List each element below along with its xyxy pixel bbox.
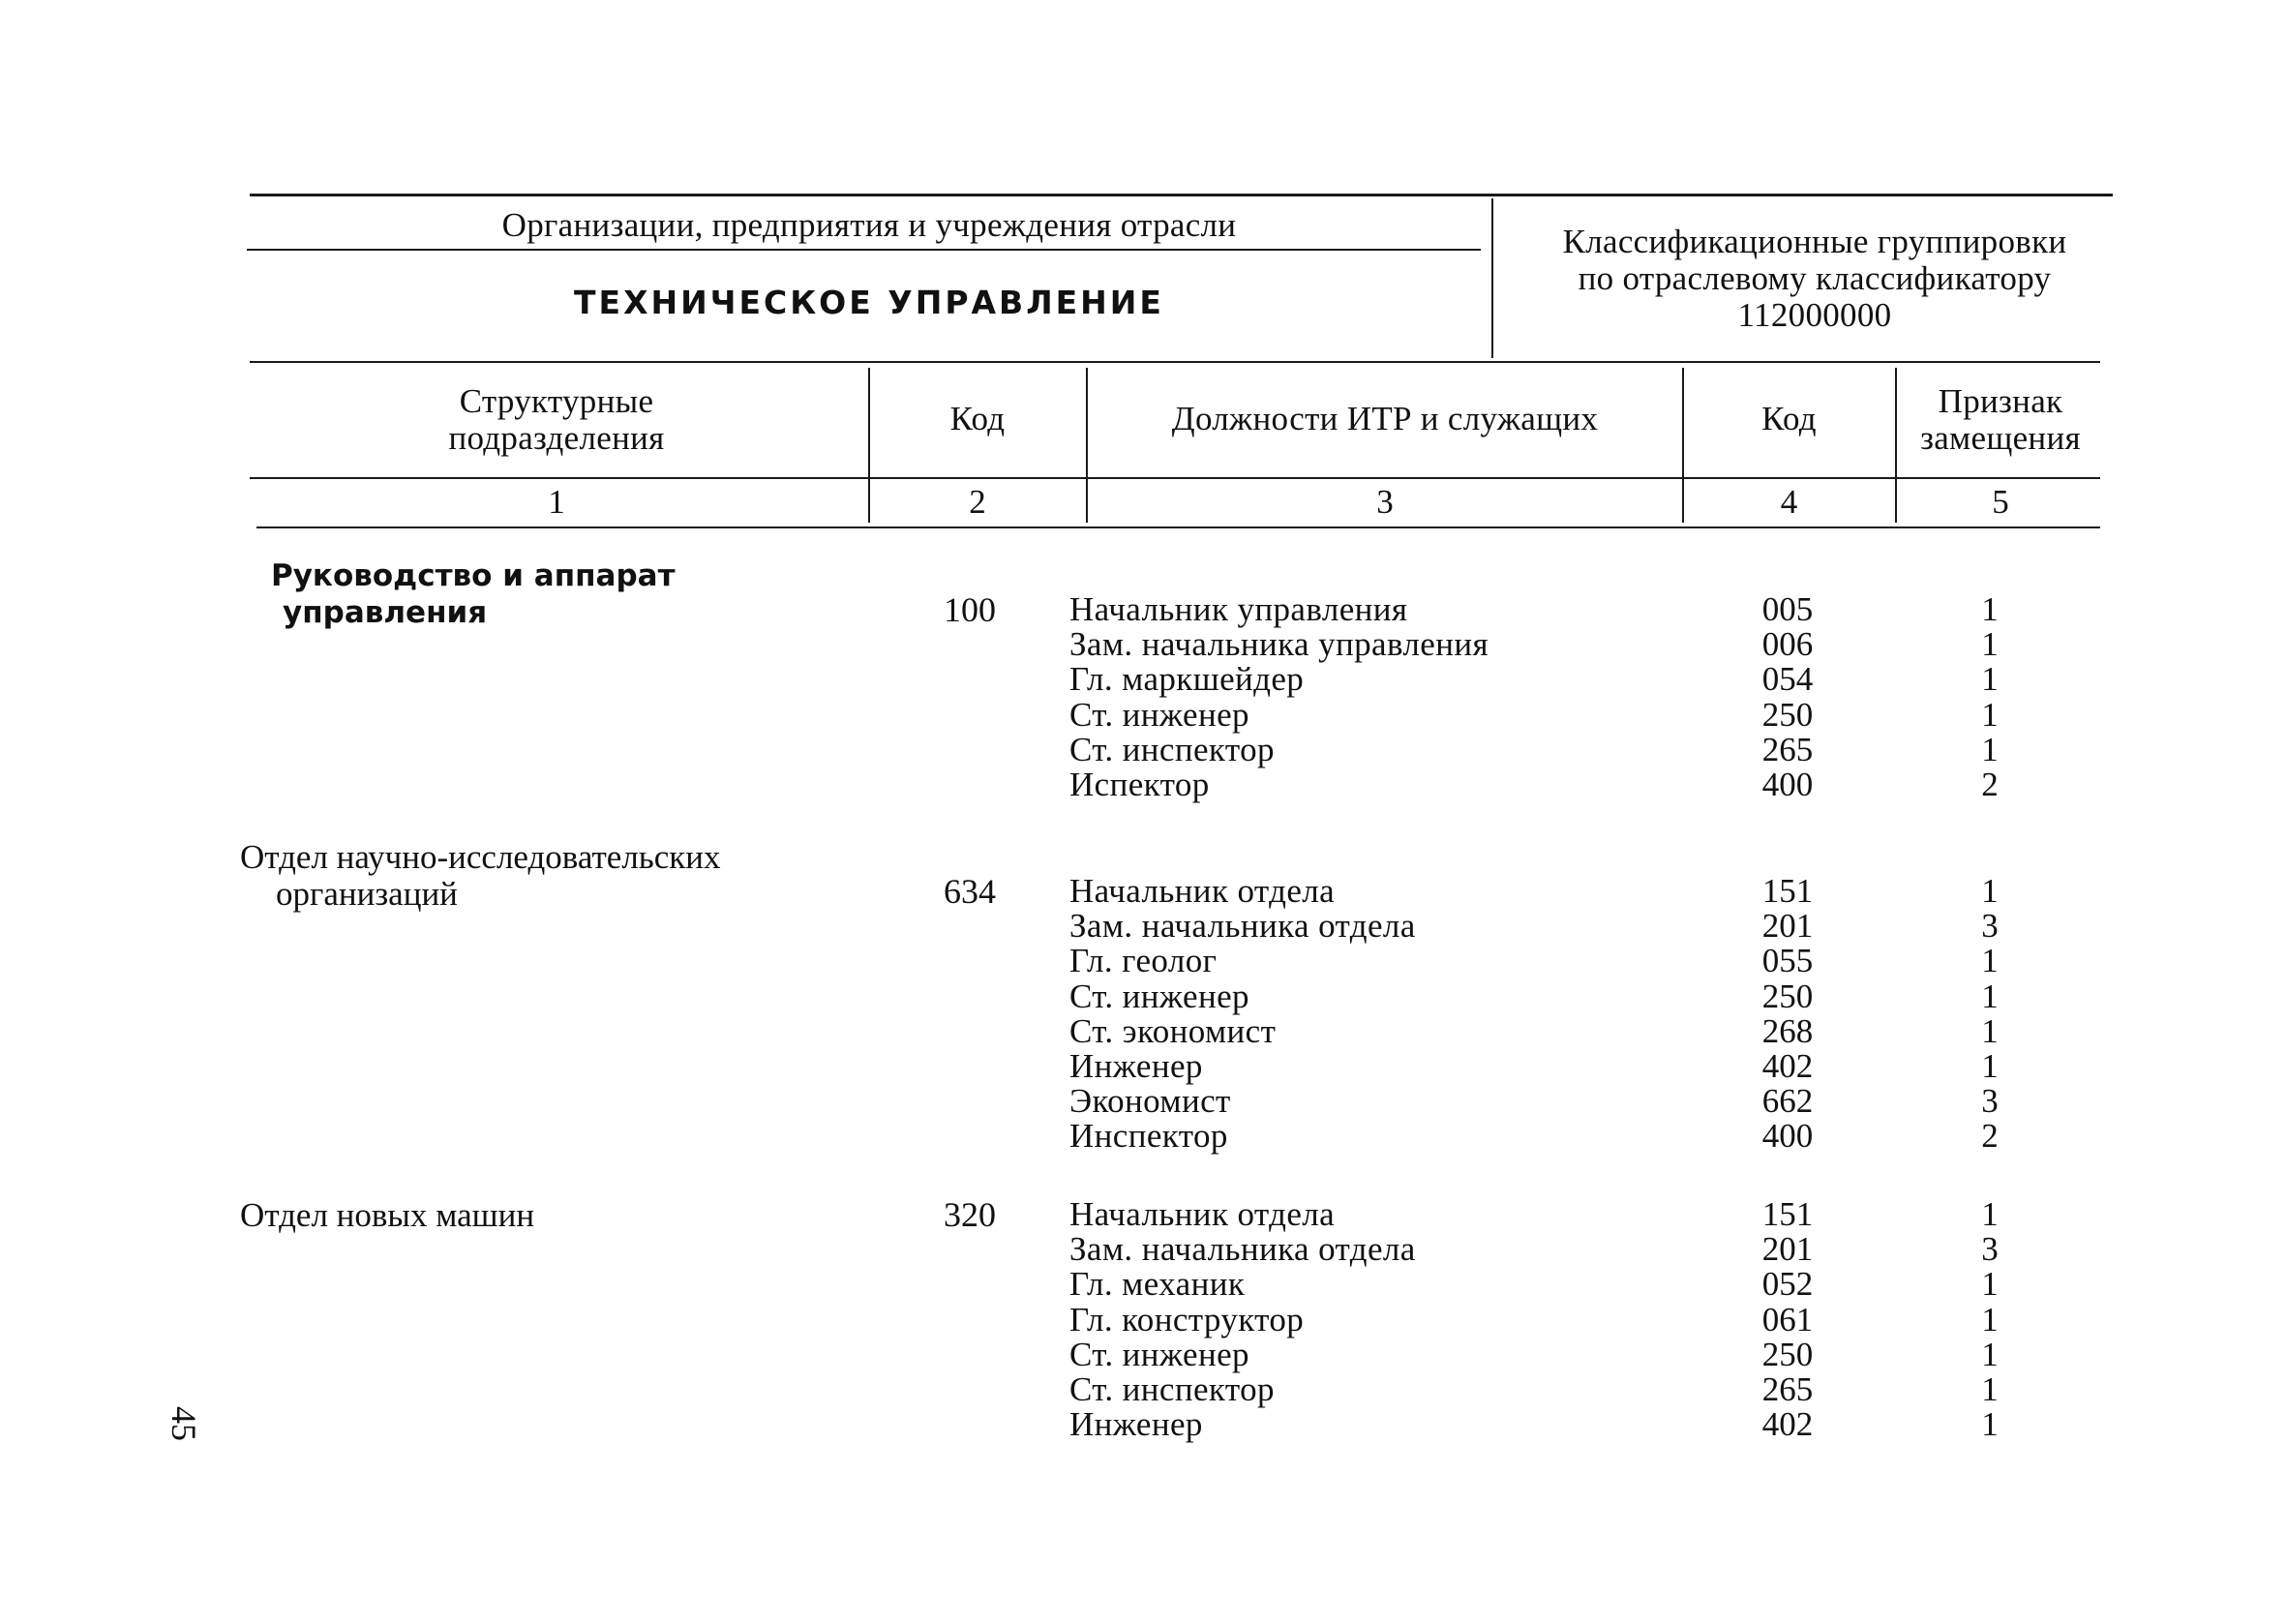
classification-label — [1510, 224, 2120, 334]
top-rule — [250, 194, 2113, 196]
organizations-underline — [247, 249, 1481, 251]
col-divider-3 — [1682, 368, 1684, 523]
column-number-5: 5 — [1992, 483, 2009, 521]
column-header-position-code: Код — [1761, 400, 1817, 437]
section-code: 320 — [944, 1195, 996, 1234]
classification-line-2: по отраслевому классификатору — [1578, 259, 2052, 297]
column-number-3: 3 — [1376, 483, 1394, 521]
col-divider-1 — [868, 368, 870, 523]
page-number: 45 — [165, 1406, 203, 1441]
column-header-structural-units: Структурные подразделения — [448, 382, 665, 457]
section-title: Отдел новых машин — [240, 1196, 535, 1234]
section-title: Отдел научно-исследовательских организаций — [240, 838, 721, 913]
col-divider-2 — [1086, 368, 1088, 523]
header-bottom-rule — [250, 361, 2100, 363]
section-code: 100 — [944, 590, 996, 629]
classification-line-1: Классификационные группировки — [1562, 223, 2067, 260]
section-code: 634 — [944, 872, 996, 911]
column-header-unit-code: Код — [949, 400, 1006, 437]
col-divider-4 — [1895, 368, 1897, 523]
organizations-label: Организации, предприятия и учреждения отрасли — [501, 206, 1237, 244]
department-title: ТЕХНИЧЕСКОЕ УПРАВЛЕНИЕ — [574, 284, 1164, 321]
column-header-replacement-sign: Признак замещения — [1920, 382, 2081, 457]
column-number-2: 2 — [969, 483, 986, 521]
header-divider — [1491, 198, 1493, 358]
column-number-rule — [256, 526, 2100, 528]
classification-code: 112000000 — [1737, 296, 1892, 334]
column-number-1: 1 — [548, 483, 565, 521]
column-header-positions: Должности ИТР и служащих — [1171, 400, 1599, 437]
column-header-rule — [250, 477, 2100, 479]
section-title: Руководство и аппарат управления — [271, 558, 676, 630]
column-number-4: 4 — [1780, 483, 1798, 521]
